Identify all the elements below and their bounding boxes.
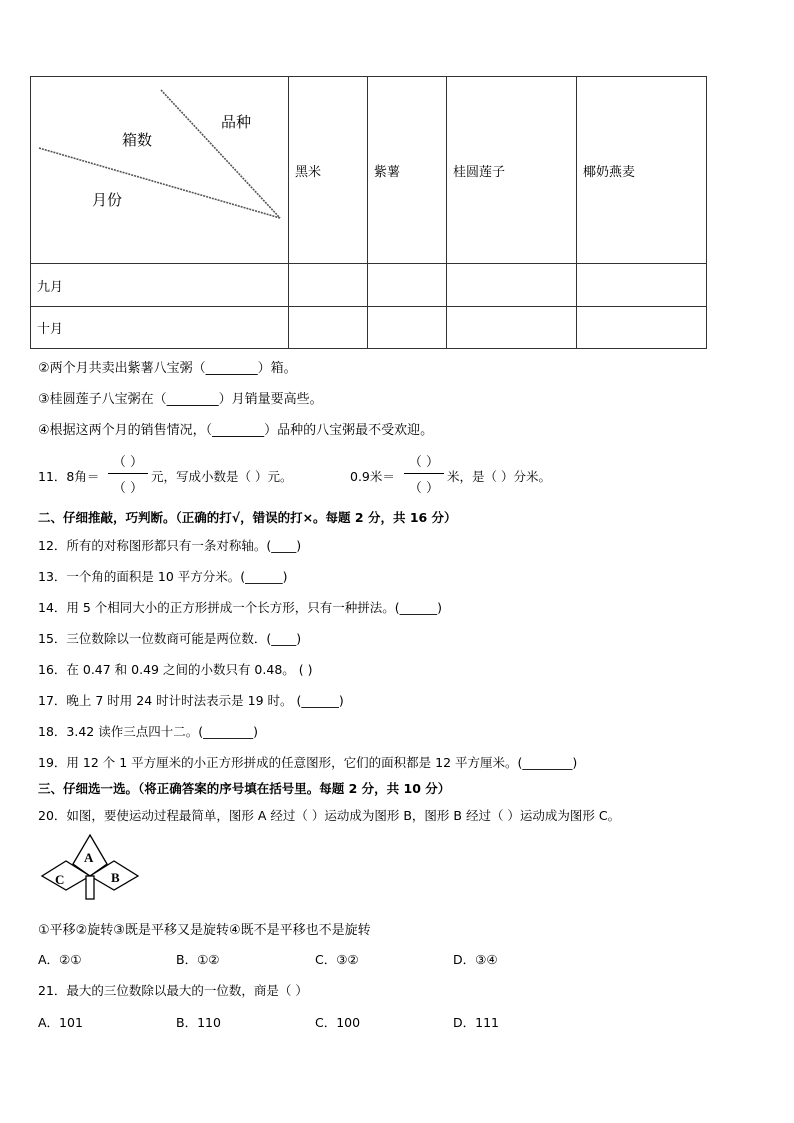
diagonal-header-cell bbox=[31, 77, 289, 264]
q11-fraction-2 bbox=[404, 451, 444, 496]
q21-option-b[interactable]: B．110 bbox=[176, 1015, 221, 1030]
q11-part2: 米，是（ ）分米。 bbox=[447, 469, 551, 484]
figure-stem bbox=[86, 876, 94, 899]
fraction-bar bbox=[404, 473, 444, 474]
judge-item: 16．在 0.47 和 0.49 之间的小数只有 0.48。 ( ) bbox=[38, 662, 313, 677]
q20-stem: 20．如图，要使运动过程最简单，图形 A 经过（ ）运动成为图形 B，图形 B 经过（ ）运动成为图形 C。 bbox=[38, 808, 621, 823]
table-cell[interactable] bbox=[577, 307, 707, 349]
diag-label-month: 月份 bbox=[92, 191, 123, 209]
judge-item: 14．用 5 个相同大小的正方形拼成一个长方形，只有一种拼法。(______) bbox=[38, 600, 443, 615]
table-row bbox=[31, 264, 707, 307]
judge-item: 13．一个角的面积是 10 平方分米。(______) bbox=[38, 569, 288, 584]
section3-heading: 三、仔细选一选。（将正确答案的序号填在括号里。每题 2 分，共 10 分） bbox=[38, 781, 451, 796]
label-a: A bbox=[84, 850, 94, 865]
q11-part2-prefix: 0.9米＝ bbox=[350, 469, 395, 484]
q21-option-a[interactable]: A．101 bbox=[38, 1015, 83, 1030]
q11-fraction bbox=[108, 451, 148, 496]
row-header: 九月 bbox=[31, 264, 289, 307]
table-cell[interactable] bbox=[289, 307, 368, 349]
q20-choices-note: ①平移②旋转③既是平移又是旋转④既不是平移也不是旋转 bbox=[38, 923, 371, 938]
q20-option-c[interactable]: C．③② bbox=[315, 952, 359, 967]
column-header: 黑米 bbox=[289, 77, 368, 264]
fraction-denominator: （ ） bbox=[112, 481, 144, 496]
judge-item: 19．用 12 个 1 平方厘米的小正方形拼成的任意图形，它们的面积都是 12 平方厘米。(________) bbox=[38, 755, 578, 770]
column-header: 桂圆莲子 bbox=[447, 77, 577, 264]
label-c: C bbox=[55, 872, 65, 887]
table-cell[interactable] bbox=[447, 307, 577, 349]
fraction-denominator: （ ） bbox=[408, 481, 440, 496]
fraction-bar bbox=[108, 473, 148, 474]
q20-figure bbox=[38, 832, 142, 904]
fraction-numerator: （ ） bbox=[112, 455, 144, 470]
q20-option-a[interactable]: A．②① bbox=[38, 952, 82, 967]
q11-prefix: 11．8角＝ bbox=[38, 469, 100, 484]
diag-label-variety: 品种 bbox=[221, 113, 252, 131]
table-cell[interactable] bbox=[368, 264, 447, 307]
table-cell[interactable] bbox=[447, 264, 577, 307]
table-cell[interactable] bbox=[577, 264, 707, 307]
q10-sub2: ②两个月共卖出紫薯八宝粥（________）箱。 bbox=[38, 361, 297, 376]
column-header: 椰奶燕麦 bbox=[577, 77, 707, 264]
judge-item: 12．所有的对称图形都只有一条对称轴。(____) bbox=[38, 538, 302, 553]
q21-option-d[interactable]: D．111 bbox=[453, 1015, 499, 1030]
q21-stem: 21．最大的三位数除以最大的一位数，商是（ ） bbox=[38, 983, 308, 998]
sales-table bbox=[30, 76, 707, 349]
table-row bbox=[31, 307, 707, 349]
q11-part1: 元，写成小数是（ ）元。 bbox=[151, 469, 293, 484]
fraction-numerator: （ ） bbox=[408, 455, 440, 470]
table-cell[interactable] bbox=[368, 307, 447, 349]
judge-item: 18．3.42 读作三点四十二。(________) bbox=[38, 724, 258, 739]
q20-option-b[interactable]: B．①② bbox=[176, 952, 220, 967]
q10-sub4: ④根据这两个月的销售情况，（________）品种的八宝粥最不受欢迎。 bbox=[38, 423, 434, 438]
shape-c bbox=[42, 861, 90, 890]
section2-heading: 二、仔细推敲，巧判断。（正确的打√，错误的打×。每题 2 分，共 16 分） bbox=[38, 510, 457, 525]
label-b: B bbox=[111, 870, 120, 885]
table-header-row bbox=[31, 77, 707, 264]
diagonal-lines bbox=[31, 77, 288, 263]
q20-option-d[interactable]: D．③④ bbox=[453, 952, 498, 967]
row-header: 十月 bbox=[31, 307, 289, 349]
table-cell[interactable] bbox=[289, 264, 368, 307]
column-header: 紫薯 bbox=[368, 77, 447, 264]
judge-item: 17．晚上 7 时用 24 时计时法表示是 19 时。 (______) bbox=[38, 693, 344, 708]
q21-option-c[interactable]: C．100 bbox=[315, 1015, 361, 1030]
diag-label-boxes: 箱数 bbox=[122, 131, 153, 149]
judge-item: 15．三位数除以一位数商可能是两位数．(____) bbox=[38, 631, 302, 646]
q10-sub3: ③桂圆莲子八宝粥在（________）月销量要高些。 bbox=[38, 392, 323, 407]
